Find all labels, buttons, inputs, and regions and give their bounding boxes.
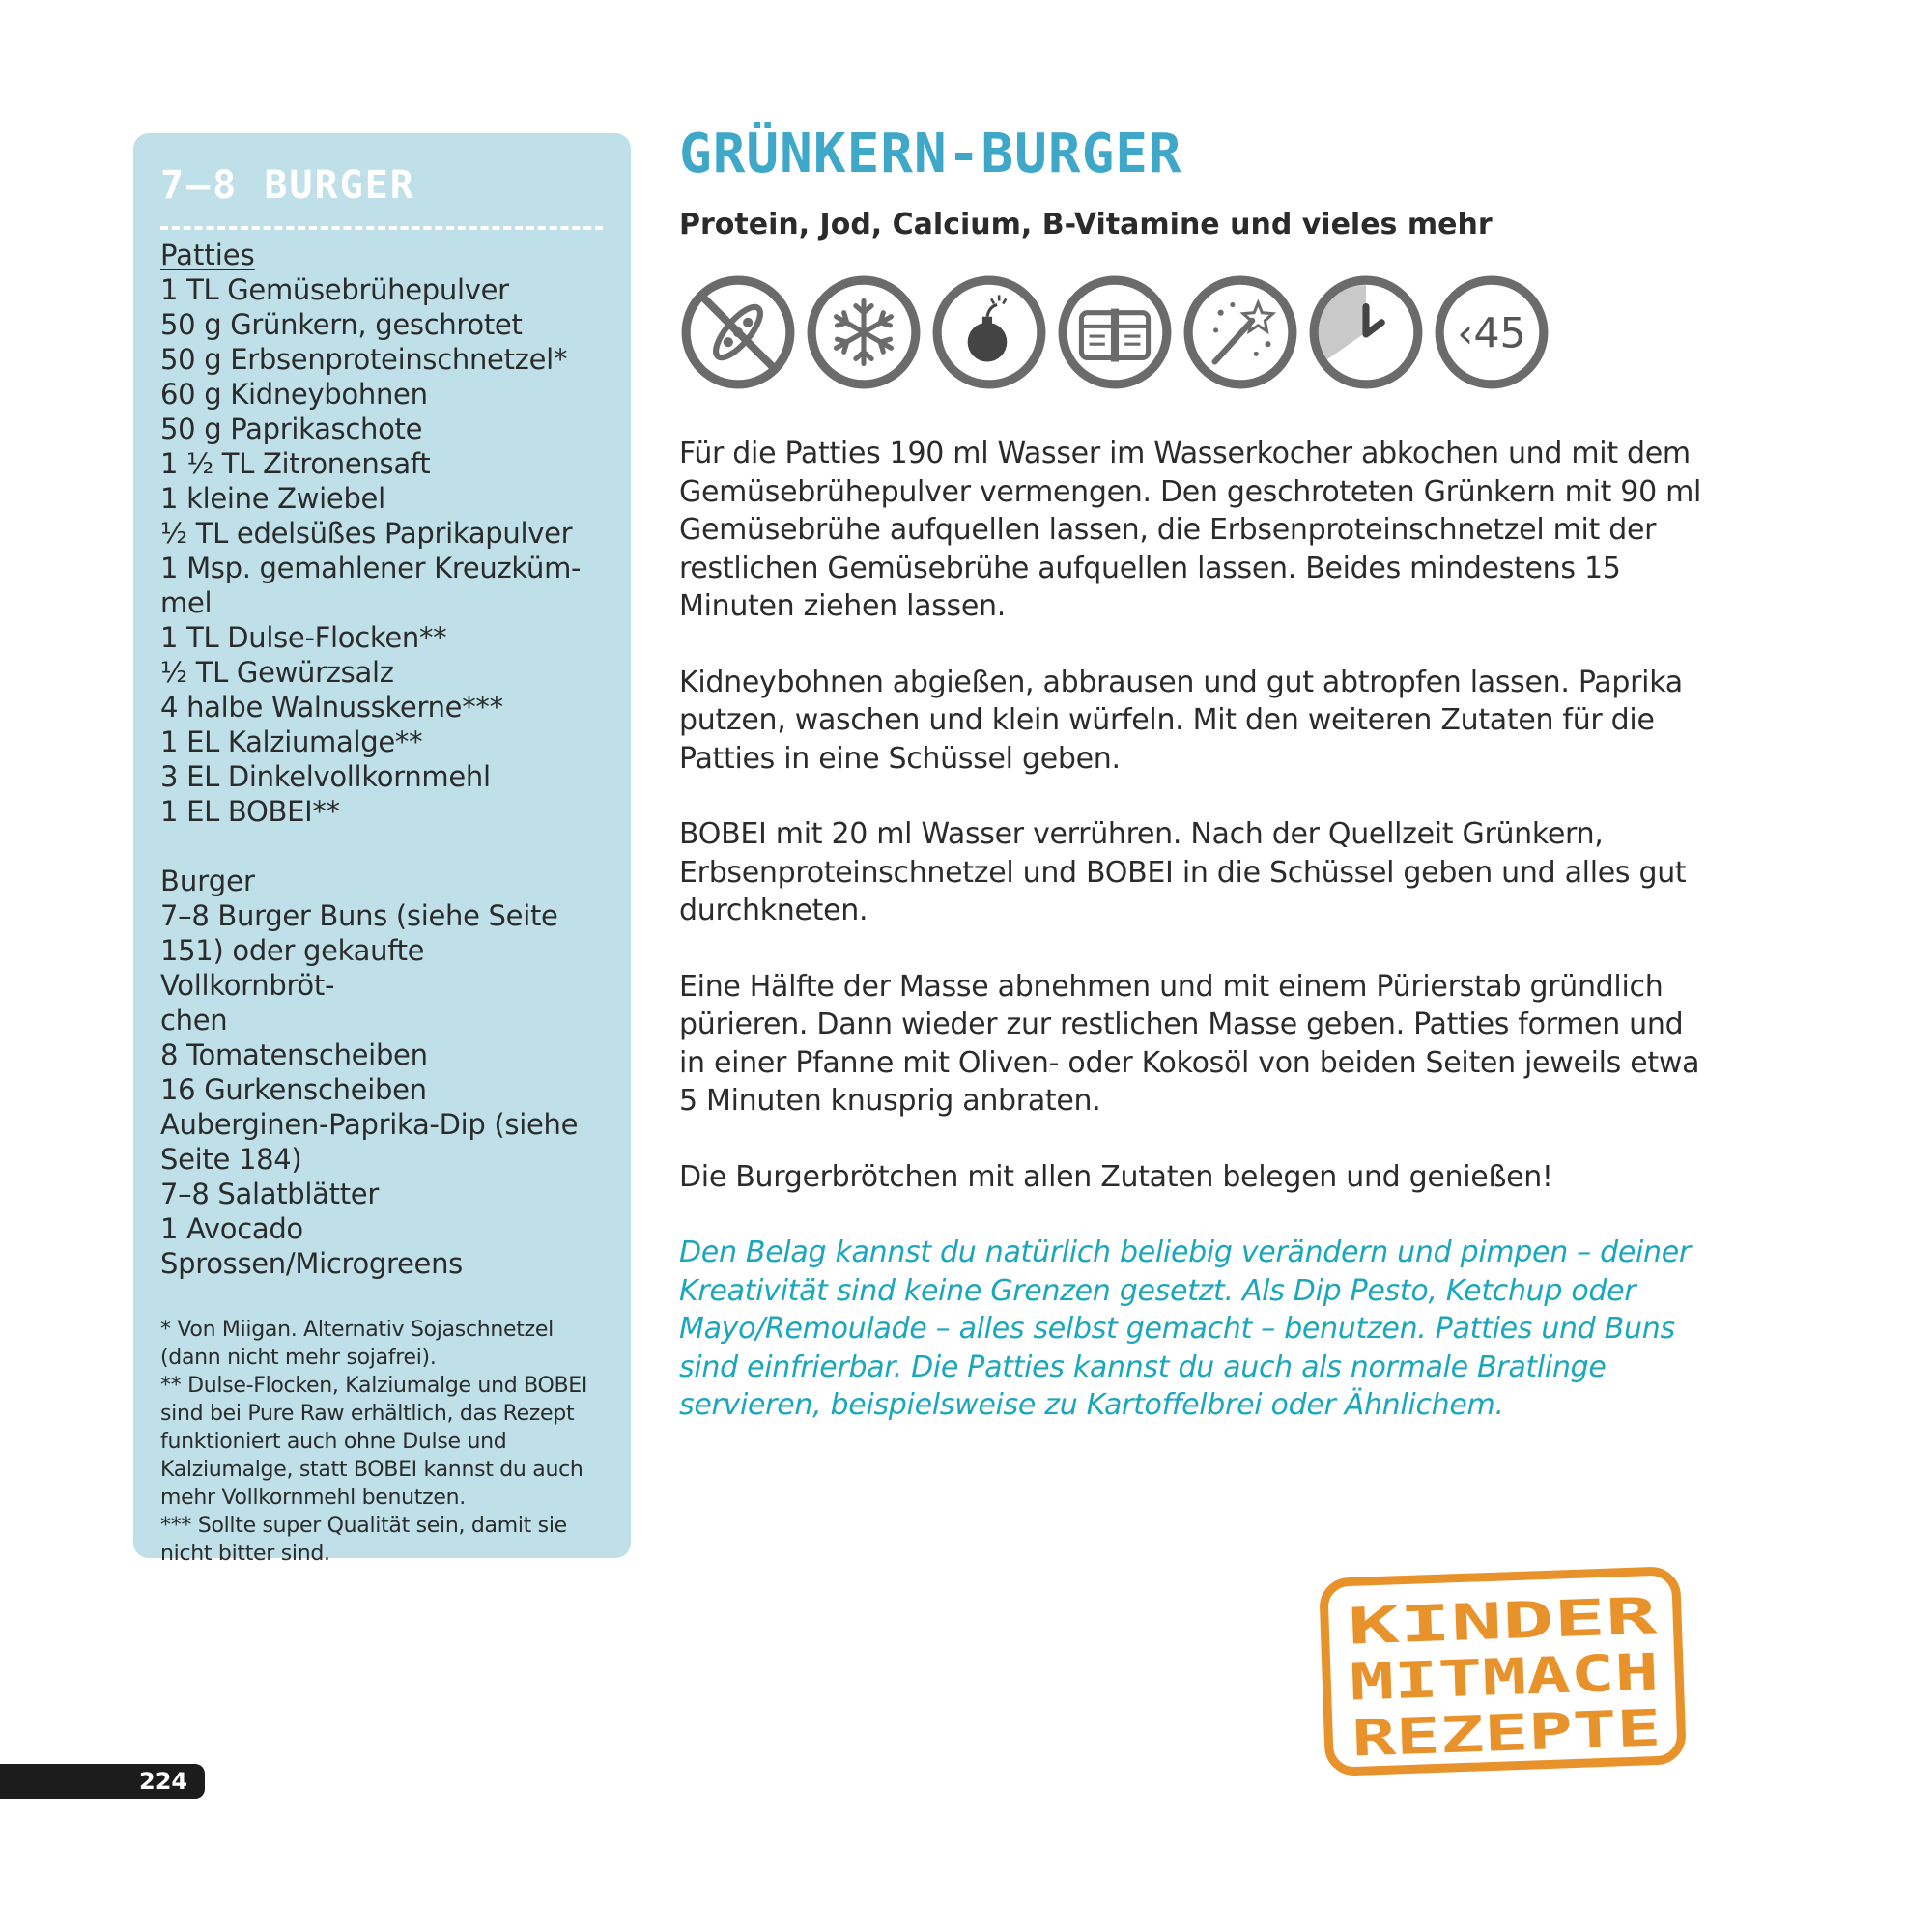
ingredient-line: 50 g Grünkern, geschrotet xyxy=(160,308,523,341)
ingredient-line: 60 g Kidneybohnen xyxy=(160,378,428,411)
ingredient-line: 7–8 Salatblätter xyxy=(160,1178,379,1210)
footnote: * Von Miigan. Alternativ Sojaschnetzel (dann nicht mehr sojafrei). xyxy=(160,1318,554,1370)
ingredient-line: 50 g Erbsenproteinschnetzel* xyxy=(160,343,568,376)
instructions xyxy=(679,435,1703,1463)
ingredient-line: 1 TL Gemüsebrühepulver xyxy=(160,273,509,306)
recipe-title: GRÜNKERN-BURGER xyxy=(679,123,1182,185)
recipe-subtitle: Protein, Jod, Calcium, B-Vitamine und vieles mehr xyxy=(679,208,1493,242)
snowflake-icon xyxy=(805,273,923,391)
footnotes xyxy=(160,1316,606,1568)
ingredient-line: Sprossen/Microgreens xyxy=(160,1247,463,1280)
ingredient-line: 1 EL Kalziumalge** xyxy=(160,725,423,758)
ingredient-line: mel xyxy=(160,586,213,619)
burger-heading: Burger xyxy=(160,865,255,897)
ingredient-line: 1 kleine Zwiebel xyxy=(160,482,385,515)
no-soy-icon xyxy=(679,273,797,391)
instruction-paragraph: Eine Hälfte der Masse abnehmen und mit einem Pürierstab gründlich pürieren. Dann wieder zur restlichen Masse geben. Patties formen und in einer Pfanne mit Oliven- oder Kokosöl von beiden Seiten jeweils etwa 5 Minuten knusprig anbraten. xyxy=(679,969,1700,1118)
instruction-paragraph: Für die Patties 190 ml Wasser im Wasserkocher abkochen und mit dem Gemüsebrühepulver vermengen. Den geschroteten Grünkern mit 90 ml Gemüsebrühe aufquellen lassen, die Erbsenproteinschnetzel mit der restlichen Gemüsebrühe aufquellen lassen. Beides mindestens 15 Minuten ziehen lassen. xyxy=(679,437,1702,623)
magic-wand-icon xyxy=(1181,273,1299,391)
patties-heading: Patties xyxy=(160,239,255,271)
ingredient-line: Auberginen-Paprika-Dip (siehe xyxy=(160,1108,579,1141)
ingredient-line: 1 Msp. gemahlener Kreuzküm- xyxy=(160,552,582,584)
stamp-line: REZEPTE xyxy=(1351,1702,1565,1769)
instruction-paragraph: Die Burgerbrötchen mit allen Zutaten belegen und genießen! xyxy=(679,1159,1553,1194)
stamp-line: MITMACH xyxy=(1349,1646,1563,1713)
servings-number: 7–8 xyxy=(160,163,240,208)
footnote: *** Sollte super Qualität sein, damit sie nicht bitter sind. xyxy=(160,1514,567,1566)
ingredient-line: Seite 184) xyxy=(160,1143,302,1176)
instruction-paragraph: Kidneybohnen abgießen, abbrausen und gut abtropfen lassen. Paprika putzen, waschen und klein würfeln. Mit den weiteren Zutaten für die Patties in eine Schüssel geben. xyxy=(679,665,1683,776)
time-under-45-icon xyxy=(1433,273,1550,391)
ingredient-line: 50 g Paprikaschote xyxy=(160,412,423,445)
ingredient-line: 151) oder gekaufte Vollkornbröt- xyxy=(160,934,425,1002)
ingredient-line: ½ TL edelsüßes Paprikapulver xyxy=(160,517,573,550)
ingredient-line: 1 EL BOBEI** xyxy=(160,795,340,828)
bomb-icon xyxy=(930,273,1048,391)
ingredients-panel xyxy=(133,133,631,1566)
ingredient-line: 1 TL Dulse-Flocken** xyxy=(160,621,447,654)
spacer xyxy=(160,829,606,864)
dashed-divider xyxy=(160,226,603,230)
burger-ingredient-list xyxy=(160,898,606,1281)
lunchbox-icon xyxy=(1056,273,1174,391)
ingredient-line: 3 EL Dinkelvollkornmehl xyxy=(160,760,491,793)
ingredient-line: 4 halbe Walnusskerne*** xyxy=(160,691,503,724)
ingredient-line: 1 Avocado xyxy=(160,1212,303,1245)
time-label: ‹45 xyxy=(1457,309,1526,358)
kinder-mitmach-rezepte-stamp xyxy=(1319,1565,1691,1777)
ingredient-line: 1 ½ TL Zitronensaft xyxy=(160,447,431,480)
ingredient-line: 7–8 Burger Buns (siehe Seite xyxy=(160,899,558,932)
clock-icon xyxy=(1307,273,1425,391)
recipe-tip: Den Belag kannst du natürlich beliebig verändern und pimpen – deiner Kreativität sind keine Grenzen gesetzt. Als Dip Pesto, Ketchup oder Mayo/Remoulade – alles selbst gemacht – benutzen. Patties und Buns sind einfrierbar. Die Patties kannst du auch als normale Bratlinge servieren, beispielsweise zu Kartoffelbrei oder Ähnlichem. xyxy=(679,1236,1691,1422)
patties-ingredient-list xyxy=(160,272,606,829)
stamp-line: KINDER xyxy=(1347,1592,1531,1657)
page-number: 224 xyxy=(0,1764,205,1799)
servings-label: BURGER xyxy=(264,163,415,208)
ingredient-line: ½ TL Gewürzsalz xyxy=(160,656,394,689)
servings-heading xyxy=(160,163,606,208)
instruction-paragraph: BOBEI mit 20 ml Wasser verrühren. Nach der Quellzeit Grünkern, Erbsenproteinschnetzel und BOBEI in die Schüssel geben und alles gut durchkneten. xyxy=(679,817,1687,927)
footnote: ** Dulse-Flocken, Kalziumalge und BOBEI sind bei Pure Raw erhältlich, das Rezept funktioniert auch ohne Dulse und Kalziumalge, statt BOBEI kannst du auch mehr Vollkornmehl benutzen. xyxy=(160,1374,588,1510)
ingredient-line: 8 Tomatenscheiben xyxy=(160,1038,428,1071)
ingredient-line: 16 Gurkenscheiben xyxy=(160,1073,427,1106)
ingredient-line: chen xyxy=(160,1004,228,1037)
